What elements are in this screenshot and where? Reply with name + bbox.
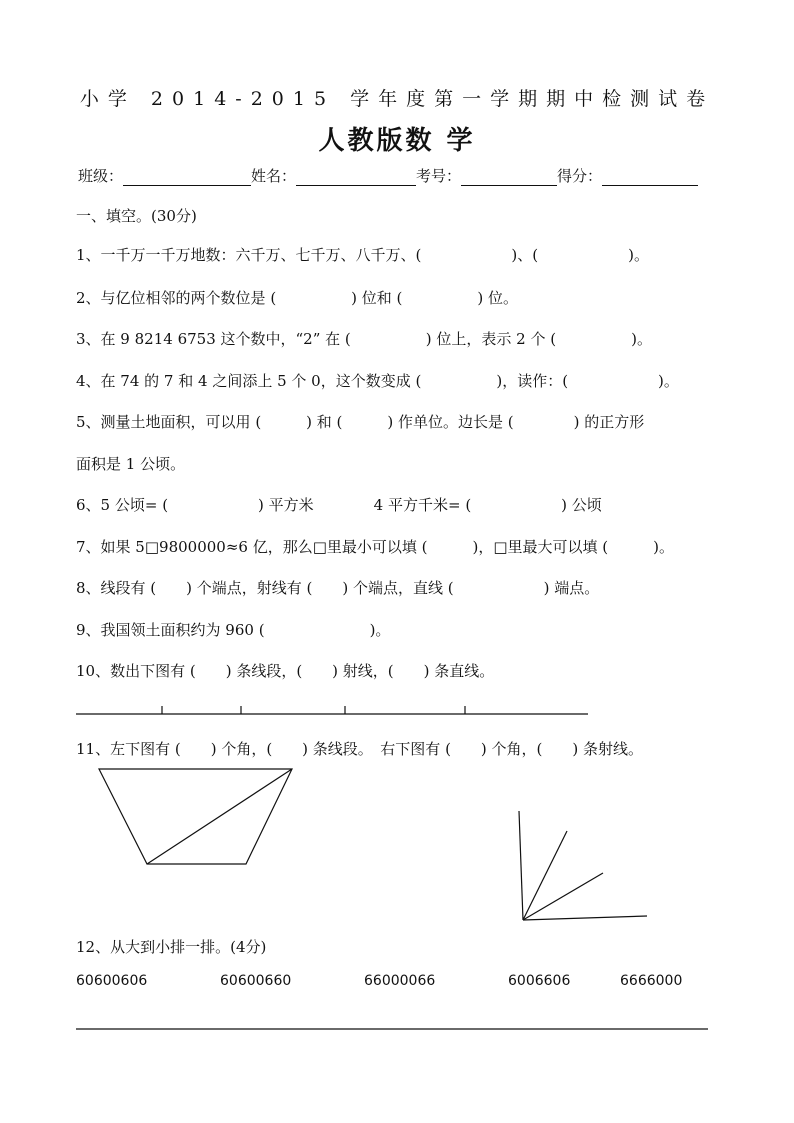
question-3: 3、在 9 8214 6753 这个数中，“2” 在 ( ) 位上，表示 2 个 ( )。 <box>76 330 652 348</box>
question-11: 11、左下图有 ( ) 个角，( ) 条线段。 右下图有 ( ) 个角，( ) 条射线。 <box>76 740 644 758</box>
question-1: 1、一千万一千万地数：六千万、七千万、八千万、( )、( )。 <box>76 246 649 264</box>
exam-title: 小学 2014-2015 学年度第一学期期中检测试卷 <box>79 88 715 110</box>
question-7: 7、如果 5□9800000≈6 亿，那么□里最小可以填 ( )，□里最大可以填 ( )。 <box>76 538 675 556</box>
section-1-heading: 一、填空。(30分) <box>76 207 197 225</box>
number-item: 6006606 <box>508 973 571 989</box>
score-label: 得分： <box>557 167 603 185</box>
question-9: 9、我国领土面积约为 960 ( )。 <box>76 621 391 639</box>
number-item: 60600660 <box>220 973 292 989</box>
q11-rays-figure <box>519 811 647 920</box>
number-item: 66000066 <box>364 973 436 989</box>
question-5-cont: 面积是 1 公顷。 <box>76 455 186 473</box>
question-8: 8、线段有 ( ) 个端点，射线有 ( ) 个端点，直线 ( ) 端点。 <box>76 579 600 597</box>
name-label: 姓名： <box>251 167 297 185</box>
number-item: 60600606 <box>76 973 148 989</box>
question-12: 12、从大到小排一排。(4分) <box>76 938 267 956</box>
number-item: 6666000 <box>620 973 683 989</box>
question-10: 10、数出下图有 ( ) 条线段，( ) 射线，( ) 条直线。 <box>76 662 495 680</box>
question-2: 2、与亿位相邻的两个数位是 ( ) 位和 ( ) 位。 <box>76 289 519 307</box>
q10-line-figure <box>76 706 588 714</box>
question-4: 4、在 74 的 7 和 4 之间添上 5 个 0，这个数变成 ( )，读作：( )。 <box>76 372 679 390</box>
question-6: 6、5 公顷= ( ) 平方米 4 平方千米= ( ) 公顷 <box>76 496 602 514</box>
q11-trapezoid-figure <box>99 769 292 864</box>
exam-subtitle: 人教版数 学 <box>318 126 476 156</box>
exam-no-label: 考号： <box>416 167 462 185</box>
class-label: 班级： <box>78 167 124 185</box>
question-5: 5、测量土地面积，可以用 ( ) 和 ( ) 作单位。边长是 ( ) 的正方形 <box>76 413 645 431</box>
